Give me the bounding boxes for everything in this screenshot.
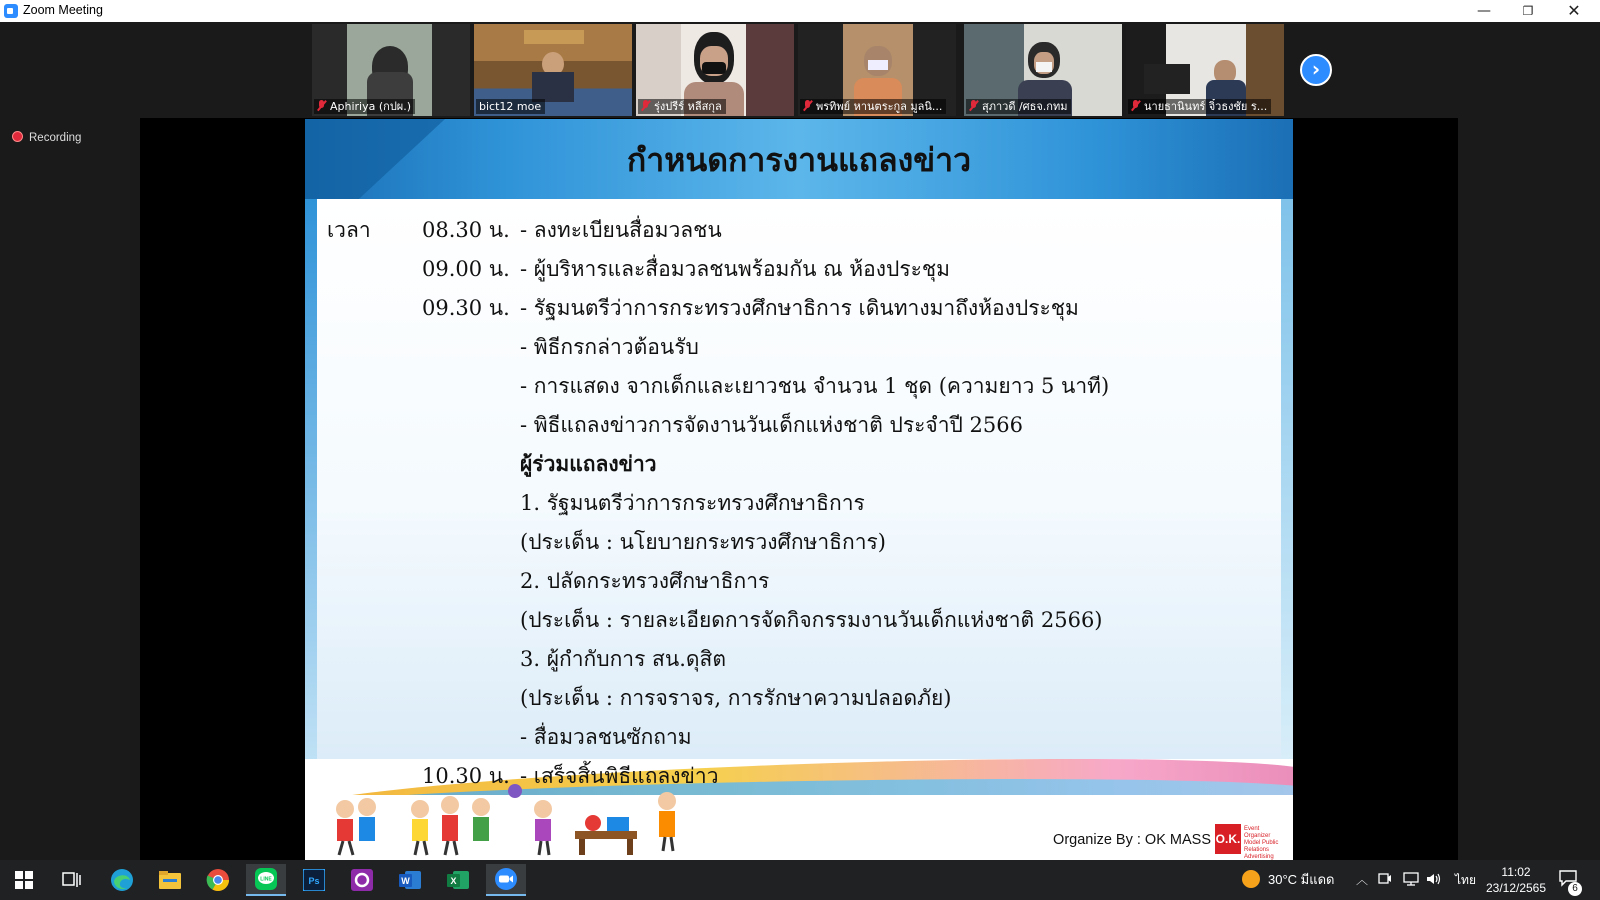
network-icon[interactable]: [1403, 860, 1419, 900]
line-app-icon[interactable]: [246, 864, 286, 896]
schedule-item: - ผู้บริหารและสื่อมวลชนพร้อมกัน ณ ห้องประชุม: [520, 257, 950, 281]
task-view-icon[interactable]: [52, 864, 92, 896]
file-explorer-icon[interactable]: [150, 864, 190, 896]
ok-mass-logo: [1215, 824, 1281, 860]
svg-text:LINE: LINE: [260, 876, 272, 883]
next-page-button[interactable]: ›: [1300, 54, 1332, 86]
show-hidden-icons-button[interactable]: ︿: [1356, 873, 1369, 887]
minimize-button[interactable]: —: [1477, 3, 1491, 19]
children-illustration: [315, 779, 695, 859]
schedule-item: - พิธีกรกล่าวต้อนรับ: [520, 335, 699, 359]
logo-tagline: Event Organizer Model Public Relations Advertising: [1244, 826, 1279, 860]
video-tile-1[interactable]: [312, 24, 470, 116]
mic-muted-icon: [969, 100, 978, 111]
svg-text:X: X: [450, 876, 457, 886]
slide-title: กำหนดการงานแถลงข่าว: [626, 141, 972, 179]
maximize-button[interactable]: ❐: [1522, 4, 1534, 18]
close-button[interactable]: ✕: [1567, 1, 1581, 20]
svg-text:W: W: [401, 876, 410, 886]
window-titlebar: [0, 0, 1600, 22]
shared-slide: [305, 119, 1293, 860]
participant-name-label: bict12 moe: [476, 99, 545, 114]
schedule-item: (ประเด็น : การจราจร, การรักษาความปลอดภัย): [520, 686, 952, 710]
video-tile-6[interactable]: [1126, 24, 1284, 116]
mic-muted-icon: [1131, 100, 1140, 111]
notification-count-badge: 6: [1568, 882, 1582, 896]
taskbar: [0, 860, 1600, 900]
chrome-icon[interactable]: [198, 864, 238, 896]
schedule-item: 1. รัฐมนตรีว่าการกระทรวงศึกษาธิการ: [520, 491, 865, 515]
word-icon[interactable]: [390, 864, 430, 896]
schedule-item: 2. ปลัดกระทรวงศึกษาธิการ: [520, 569, 770, 593]
schedule-time: 09.00 น.: [422, 257, 510, 281]
participant-name-label: รุ่งปรีร์ หลีสกุล: [638, 99, 726, 114]
participant-name-label: พรทิพย์ หานตระกูล มูลนิ...: [800, 99, 946, 114]
zoom-app-icon: [4, 4, 18, 18]
zoom-taskbar-icon[interactable]: [486, 864, 526, 896]
schedule-item: 3. ผู้กำกับการ สน.ดุสิต: [520, 647, 726, 671]
schedule-item: - พิธีแถลงข่าวการจัดงานวันเด็กแห่งชาติ ประจำปี 2566: [520, 413, 1023, 437]
pdf-app-icon[interactable]: [342, 864, 382, 896]
weather-widget[interactable]: [1242, 860, 1335, 900]
participant-name-label: นายธานินทร์ จิ๋วธงชัย ร...: [1128, 99, 1271, 114]
clock-time: 11:02: [1501, 865, 1531, 879]
weather-text: 30°C มีแดด: [1268, 872, 1335, 887]
volume-icon[interactable]: [1426, 860, 1442, 900]
participant-name-label: สุภาวดี /ศธจ.กทม: [966, 99, 1071, 114]
schedule-item: (ประเด็น : นโยบายกระทรวงศึกษาธิการ): [520, 530, 886, 554]
video-tile-2[interactable]: [474, 24, 632, 116]
organizer-credit: Organize By : OK MASS: [1053, 832, 1211, 848]
video-tile-4[interactable]: [798, 24, 956, 116]
speakers-heading: ผู้ร่วมแถลงข่าว: [520, 451, 657, 476]
schedule-time: 08.30 น.: [422, 218, 510, 242]
photoshop-icon[interactable]: [294, 864, 334, 896]
schedule-time: 09.30 น.: [422, 296, 510, 320]
mic-muted-icon: [317, 100, 326, 111]
recording-label: Recording: [29, 132, 82, 144]
slide-decoration: [1281, 199, 1293, 759]
video-tile-3[interactable]: [636, 24, 794, 116]
windows-start-icon[interactable]: [4, 864, 44, 896]
clock-date: 23/12/2565: [1485, 881, 1547, 895]
schedule-time: 10.30 น.: [422, 764, 510, 788]
schedule-item: - เสร็จสิ้นพิธีแถลงข่าว: [520, 764, 719, 788]
slide-decoration: [305, 199, 317, 759]
time-column-label: เวลา: [327, 218, 371, 242]
input-language[interactable]: ไทย: [1455, 873, 1476, 887]
edge-browser-icon[interactable]: [102, 864, 142, 896]
record-icon: [12, 131, 23, 142]
schedule-item: - การแสดง จากเด็กและเยาวชน จำนวน 1 ชุด (ความยาว 5 นาที): [520, 374, 1110, 398]
logo-mark: O.K.: [1215, 824, 1241, 854]
schedule-item: - สื่อมวลชนซักถาม: [520, 725, 692, 749]
window-title: Zoom Meeting: [23, 3, 103, 17]
meet-now-icon[interactable]: [1378, 860, 1392, 900]
mic-muted-icon: [641, 100, 650, 111]
schedule-item: - รัฐมนตรีว่าการกระทรวงศึกษาธิการ เดินทางมาถึงห้องประชุม: [520, 296, 1079, 320]
svg-text:Ps: Ps: [308, 876, 320, 886]
system-clock[interactable]: [1478, 864, 1554, 896]
schedule-item: (ประเด็น : รายละเอียดการจัดกิจกรรมงานวันเด็กแห่งชาติ 2566): [520, 608, 1103, 632]
schedule-item: - ลงทะเบียนสื่อมวลชน: [520, 218, 722, 242]
notification-center-icon[interactable]: [1558, 860, 1578, 900]
excel-icon[interactable]: [438, 864, 478, 896]
mic-muted-icon: [803, 100, 812, 111]
sun-icon: [1242, 870, 1260, 888]
video-tile-5[interactable]: [964, 24, 1122, 116]
recording-indicator[interactable]: [12, 131, 81, 144]
participant-name-label: Aphiriya (กปผ.): [314, 99, 415, 114]
